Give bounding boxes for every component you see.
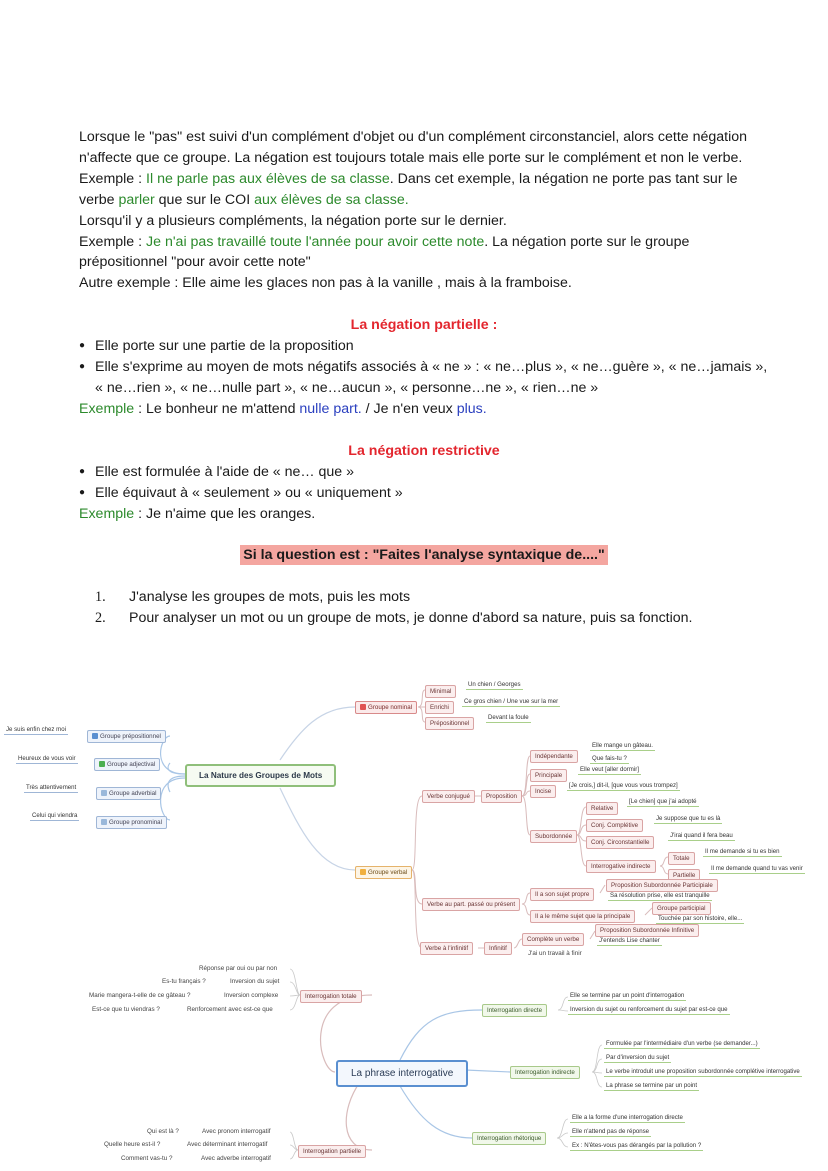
leaf-directe-2: Inversion du sujet ou renforcement du sujet par est-ce que — [570, 1006, 728, 1013]
example-text: / Je n'en veux — [361, 400, 457, 417]
example-determinant: Quelle heure est-il ? — [104, 1141, 161, 1148]
paragraph-2: Lorsqu'il y a plusieurs compléments, la négation porte sur le dernier. — [79, 212, 507, 229]
node-groupe-nominal — [355, 701, 417, 714]
example-adverbe: Comment vas-tu ? — [121, 1155, 173, 1162]
bullet-item: ● Elle s'exprime au moyen de mots négatifs associés à « ne » : « ne…plus », « ne…guère », « ne…jamais », « ne…rien », « ne…nulle part », « ne…aucun », « personne…ne », « rien…ne » — [79, 357, 769, 399]
example-label: Exemple — [79, 505, 135, 522]
example-word: nulle part. — [299, 400, 362, 417]
example-quote: Je n'ai pas travaillé toute l'année pour avoir cette note — [146, 233, 485, 250]
bullet-item: ● Elle est formulée à l'aide de « ne… que » — [79, 462, 769, 483]
node-meme-sujet: Il a le même sujet que la principale — [530, 910, 635, 923]
node-infinitif: Infinitif — [484, 942, 512, 955]
node-partielle: Partielle — [668, 869, 700, 882]
node-groupe-pronominal — [96, 816, 167, 829]
leaf-infinitif: J'ai un travail à finir — [528, 950, 582, 957]
node-groupe-adjectival — [94, 758, 160, 771]
mindmap-nature-groupes — [0, 670, 828, 960]
node-prepositionnel: Prépositionnel — [425, 717, 474, 730]
node-relative: Relative — [586, 802, 618, 815]
node-label: Groupe verbal — [368, 869, 408, 876]
red-square-icon — [360, 704, 366, 710]
example-1 — [79, 169, 769, 211]
node-conj-circonstantielle: Conj. Circonstantielle — [586, 836, 654, 849]
node-groupe-verbal — [355, 866, 412, 879]
leaf-indirecte-1: Formulée par l'intermédiaire d'un verbe (se demander...) — [606, 1040, 758, 1047]
leaf-independante-2: Que fais-tu ? — [592, 755, 627, 762]
example-verb: parler — [118, 191, 155, 208]
leaf-indirecte-3: Le verbe introduit une proposition subordonnée complétive interrogative — [606, 1068, 800, 1075]
analysis-steps — [79, 587, 769, 629]
central-node-interrogative: La phrase interrogative — [336, 1060, 468, 1087]
example-label: Exemple : — [79, 170, 147, 187]
example-est-ce-que: Est-ce que tu viendras ? — [92, 1006, 160, 1013]
node-interrogation-directe: Interrogation directe — [482, 1004, 547, 1017]
node-proposition: Proposition — [481, 790, 522, 803]
step-text: J'analyse les groupes de mots, puis les mots — [129, 589, 411, 606]
square-icon — [101, 819, 107, 825]
node-interrogation-indirecte: Interrogation indirecte — [510, 1066, 580, 1079]
node-verbe-conjugue: Verbe conjugué — [422, 790, 475, 803]
leaf-completive: Je suppose que tu es là — [656, 815, 721, 822]
leaf-oui-non: Réponse par oui ou par non — [199, 965, 278, 972]
leaf-rhetorique-1: Elle a la forme d'une interrogation directe — [572, 1114, 683, 1121]
node-verbe-infinitif: Verbe à l'infinitif — [420, 942, 473, 955]
node-groupe-adverbial — [96, 787, 161, 800]
restrictive-bullets — [79, 462, 769, 504]
leaf-partielle: Il me demande quand tu vas venir — [711, 865, 803, 872]
desc-determinant: Avec déterminant interrogatif — [187, 1141, 268, 1148]
leaf-incise: [Je crois,] dit-il, [que vous vous trompez] — [569, 782, 678, 789]
mindmap-phrase-interrogative — [0, 960, 828, 1171]
restrictive-example — [79, 504, 769, 525]
node-psi: Proposition Subordonnée Infinitive — [595, 924, 699, 937]
node-psp: Proposition Subordonnée Participiale — [606, 879, 718, 892]
paragraph-1: Lorsque le "pas" est suivi d'un complément d'objet ou d'un complément circonstanciel, alors cette négation n'affecte que ce groupe. La négation est toujours totale mais elle porte sur le complément et non le verbe. — [79, 129, 748, 166]
node-conj-completive: Conj. Complétive — [586, 819, 643, 832]
leaf-indirecte-2: Par d'inversion du sujet — [606, 1054, 670, 1061]
example-inversion-complexe: Marie mangera-t-elle de ce gâteau ? — [89, 992, 191, 999]
central-node-nature: La Nature des Groupes de Mots — [185, 764, 336, 787]
node-label: Groupe nominal — [368, 704, 413, 711]
node-subordonnee: Subordonnée — [530, 830, 577, 843]
leaf-adverbial: Très attentivement — [26, 784, 77, 791]
example-text: : Le bonheur ne m'attend — [134, 400, 300, 417]
leaf-prepositionnel-nominal: Devant la foule — [488, 714, 529, 721]
leaf-totale: Il me demande si tu es bien — [705, 848, 780, 855]
partielle-bullets — [79, 336, 769, 399]
leaf-adjectival: Heureux de vous voir — [18, 755, 76, 762]
example-quote: Il ne parle pas aux élèves de sa classe — [146, 170, 390, 187]
node-label: Groupe pronominal — [109, 819, 162, 826]
node-interrogation-rhetorique: Interrogation rhétorique — [472, 1132, 546, 1145]
step-number: 2. — [95, 610, 106, 627]
example-coi: aux élèves de sa classe. — [254, 191, 409, 208]
example-label: Exemple : — [79, 233, 147, 250]
example-label: Exemple — [79, 400, 135, 417]
example-word: plus. — [456, 400, 487, 417]
orange-square-icon — [360, 869, 366, 875]
node-interrogative-indirecte: Interrogative indirecte — [586, 860, 656, 873]
leaf-independante-1: Elle mange un gâteau. — [592, 742, 653, 749]
leaf-rhetorique-3: Ex : N'êtes-vous pas dérangés par la pollution ? — [572, 1142, 702, 1149]
leaf-enrichi: Ce gros chien / Une vue sur la mer — [464, 698, 559, 705]
paragraph-3: Autre exemple : Elle aime les glaces non pas à la vanille , mais à la framboise. — [79, 275, 572, 292]
partielle-example — [79, 399, 769, 420]
desc-inversion: Inversion du sujet — [230, 978, 280, 985]
example-text: que sur le COI — [154, 191, 255, 208]
leaf-relative: [Le chien] que j'ai adopté — [629, 798, 697, 805]
heading-negation-partielle: La négation partielle : — [350, 317, 498, 334]
leaf-pronominal: Celui qui viendra — [32, 812, 78, 819]
example-text: . La négation porte sur le groupe prépositionnel "pour avoir cette note" — [79, 233, 690, 271]
node-sujet-propre: Il a son sujet propre — [530, 888, 594, 901]
node-verbe-participe: Verbe au part. passé ou présent — [422, 898, 520, 911]
example-2 — [79, 232, 769, 274]
green-square-icon — [99, 761, 105, 767]
desc-inversion-complexe: Inversion complexe — [224, 992, 279, 999]
desc-est-ce-que: Renforcement avec est-ce que — [187, 1006, 273, 1013]
heading-negation-restrictive: La négation restrictive — [348, 442, 500, 459]
desc-adverbe: Avec adverbe interrogatif — [201, 1155, 271, 1162]
square-icon — [101, 790, 107, 796]
leaf-minimal: Un chien / Georges — [468, 681, 521, 688]
bullet-item: ● Elle porte sur une partie de la proposition — [79, 336, 769, 357]
leaf-psp: Sa résolution prise, elle est tranquille — [610, 892, 710, 899]
leaf-indirecte-4: La phrase se termine par un point — [606, 1082, 698, 1089]
node-groupe-prepositionnel — [87, 730, 166, 743]
leaf-prepositionnel: Je suis enfin chez moi — [6, 726, 66, 733]
bullet-item: ● Elle équivaut à « seulement » ou « uniquement » — [79, 483, 769, 504]
blue-square-icon — [92, 733, 98, 739]
node-enrichi: Enrichi — [425, 701, 454, 714]
step-item — [79, 608, 769, 629]
step-item — [79, 587, 769, 608]
leaf-rhetorique-2: Elle n'attend pas de réponse — [572, 1128, 650, 1135]
example-pronom: Qui est là ? — [147, 1128, 179, 1135]
node-label: Groupe adverbial — [109, 790, 157, 797]
node-interrogation-partielle: Interrogation partielle — [298, 1145, 366, 1158]
node-minimal: Minimal — [425, 685, 456, 698]
leaf-psi: J'entends Lise chanter — [599, 937, 660, 944]
leaf-circonstantielle: J'irai quand il fera beau — [670, 832, 733, 839]
node-label: Groupe adjectival — [107, 761, 156, 768]
node-interrogation-totale: Interrogation totale — [300, 990, 362, 1003]
node-groupe-participial: Groupe participial — [652, 902, 711, 915]
example-inversion: Es-tu français ? — [162, 978, 206, 985]
example-text: : Je n'aime que les oranges. — [134, 505, 316, 522]
node-label: Groupe prépositionnel — [100, 733, 161, 740]
desc-pronom: Avec pronom interrogatif — [202, 1128, 271, 1135]
negation-text — [79, 127, 769, 629]
node-totale: Totale — [668, 852, 695, 865]
node-principale: Principale — [530, 769, 567, 782]
leaf-directe-1: Elle se termine par un point d'interrogation — [570, 992, 685, 999]
question-heading-wrap — [79, 545, 769, 566]
question-heading: Si la question est : "Faites l'analyse syntaxique de...." — [240, 545, 607, 565]
leaf-principale: Elle veut [aller dormir] — [580, 766, 639, 773]
leaf-groupe-participial: Touchée par son histoire, elle... — [658, 915, 743, 922]
node-independante: Indépendante — [530, 750, 578, 763]
node-complete-verbe: Complète un verbe — [522, 933, 584, 946]
example-text: . Dans cet exemple, la négation ne porte pas tant sur le verbe — [79, 170, 738, 208]
step-text: Pour analyser un mot ou un groupe de mots, je donne d'abord sa nature, puis sa fonction. — [129, 610, 693, 627]
node-incise: Incise — [530, 785, 556, 798]
step-number: 1. — [95, 589, 106, 606]
